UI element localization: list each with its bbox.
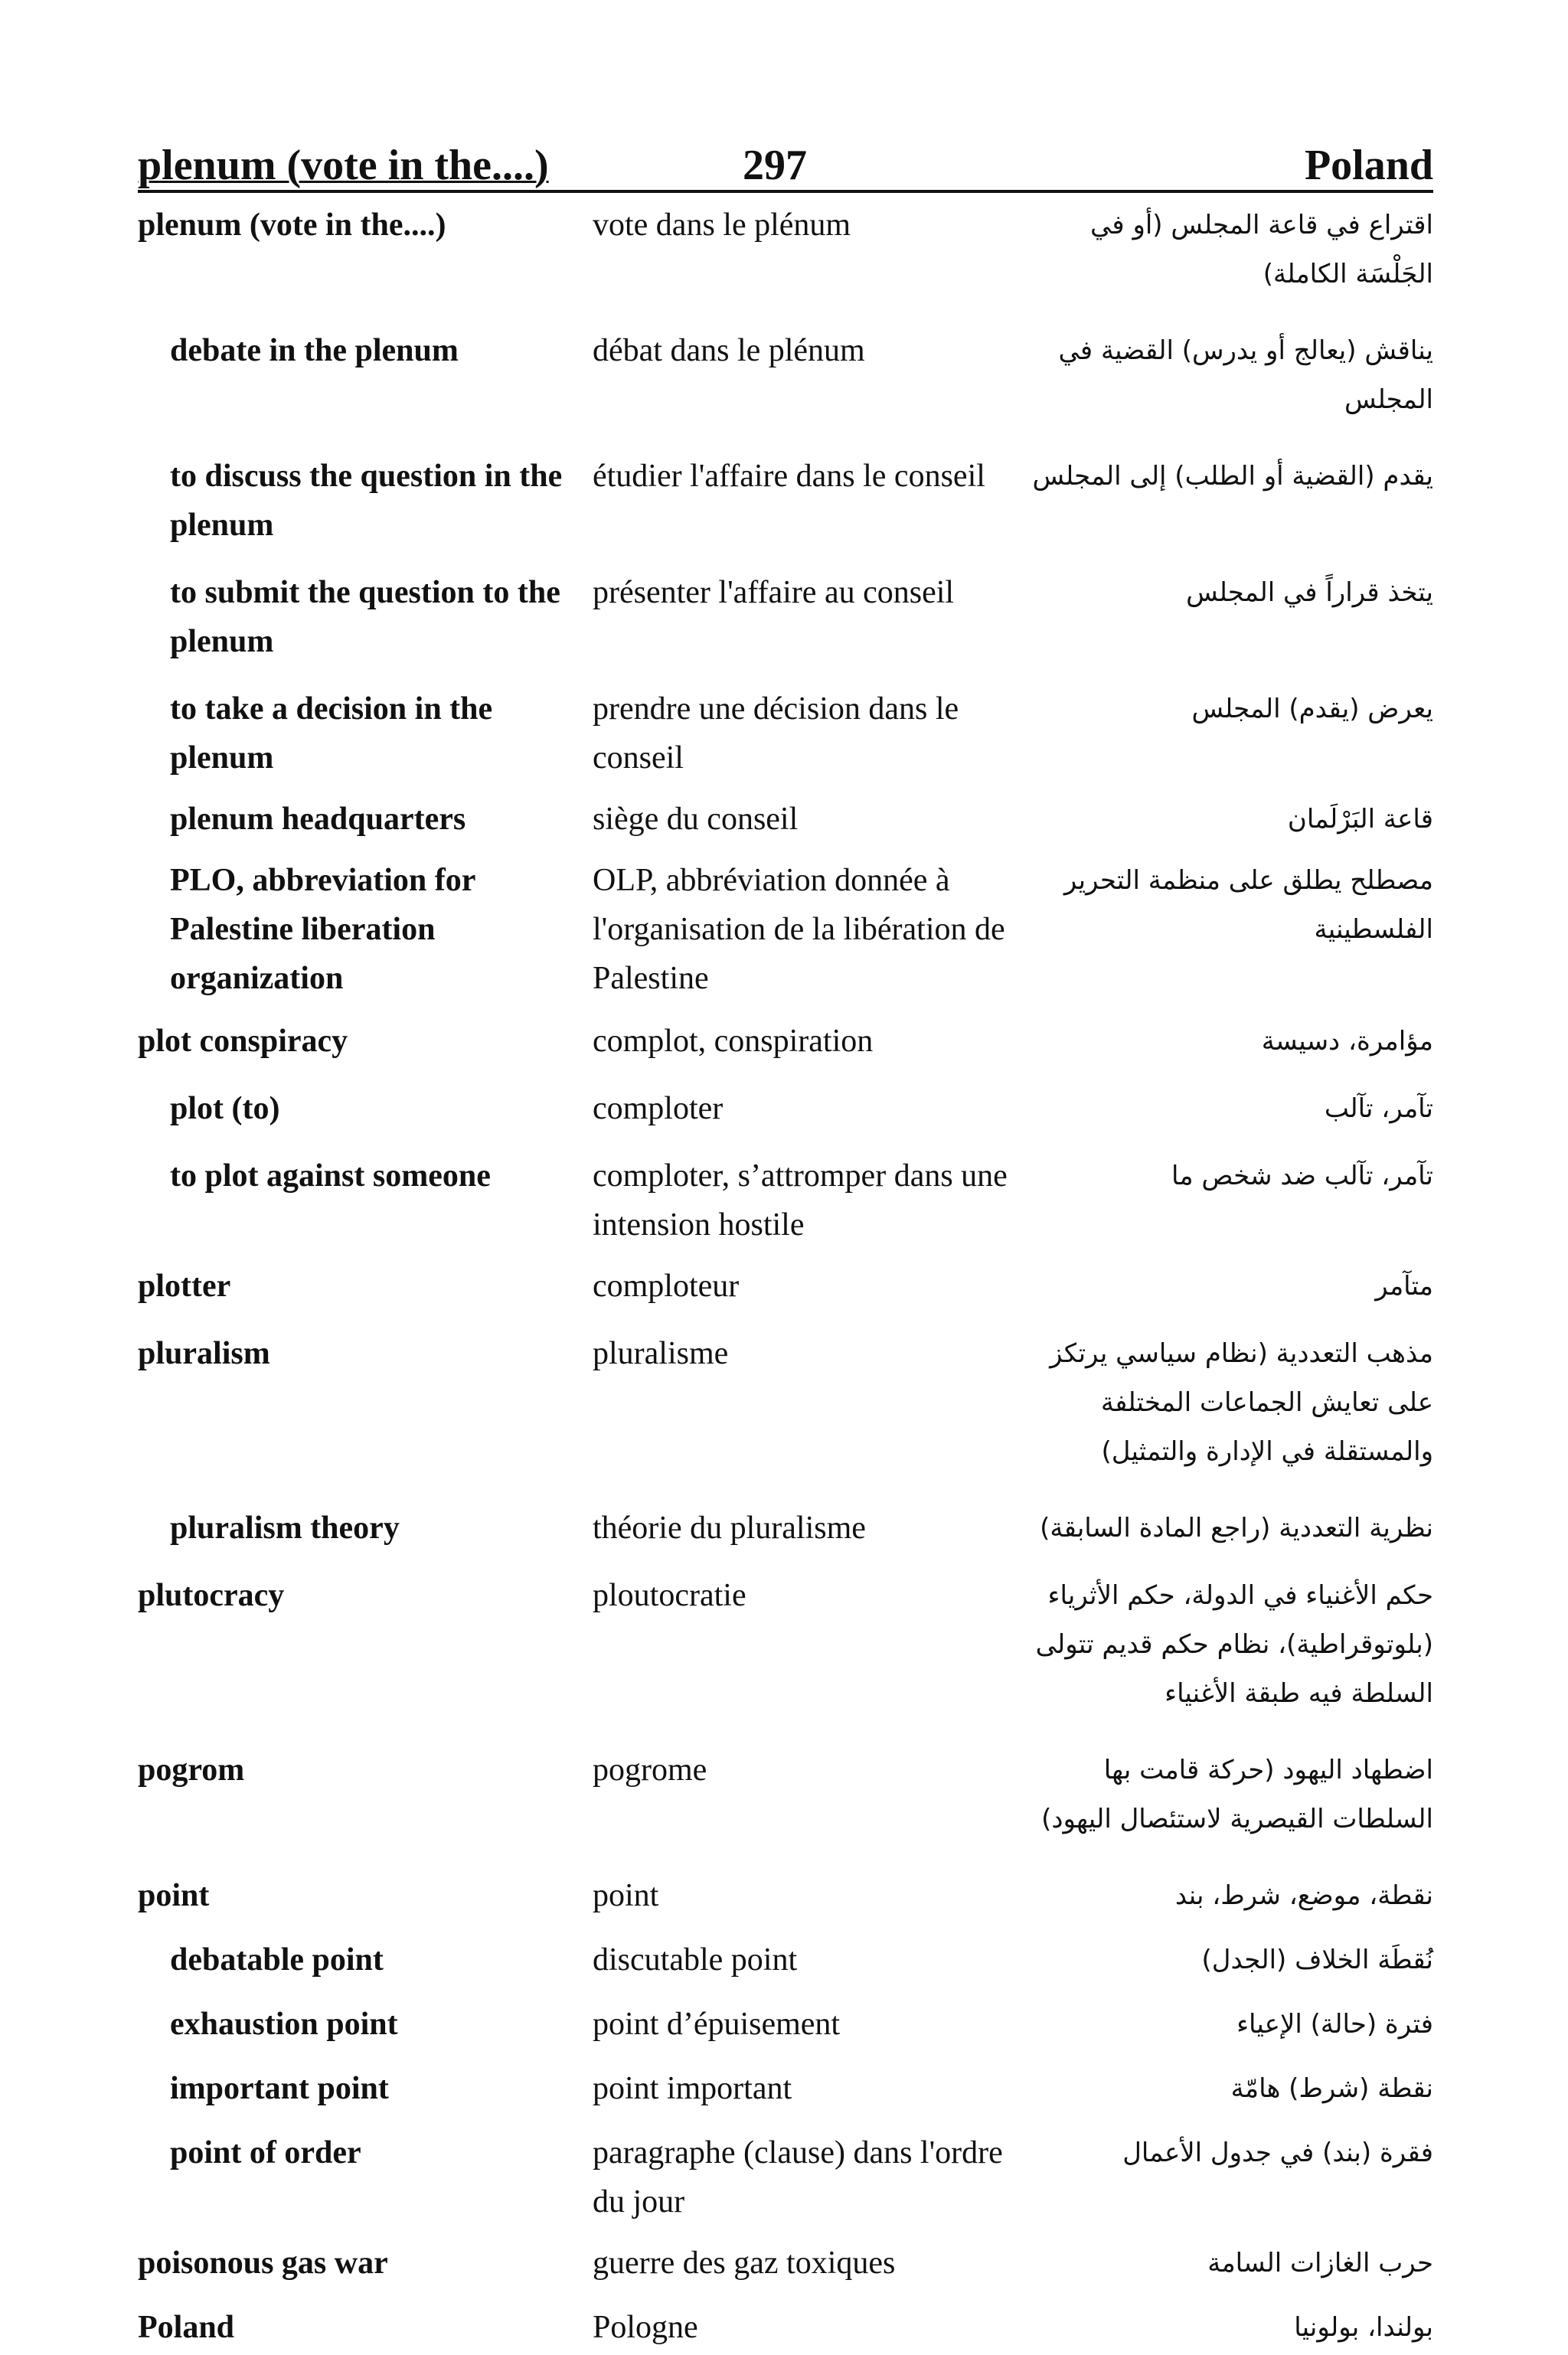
- entry-arabic-translation: تآمر، تآلب ضد شخص ما: [1171, 1161, 1433, 1191]
- dictionary-entry: [138, 1259, 1433, 1314]
- entry-french-translation: complot, conspiration: [593, 1024, 874, 1059]
- entry-english-term: to take a decision in the plenum: [170, 691, 493, 776]
- entry-english-term: plenum (vote in the....): [138, 207, 446, 243]
- dictionary-entry: [138, 449, 1433, 553]
- entry-french-translation: guerre des gaz toxiques: [593, 2246, 896, 2281]
- entry-english-term: to plot against someone: [170, 1158, 491, 1194]
- dictionary-entry: [138, 681, 1433, 786]
- entry-french-translation: comploter: [593, 1091, 724, 1126]
- entry-arabic-translation: اقتراع في قاعة المجلس (أو في الجَلْسَة الكاملة): [1090, 210, 1433, 289]
- entry-english-term: pluralism theory: [170, 1511, 400, 1546]
- entry-english-term: to discuss the question in the plenum: [170, 459, 563, 543]
- dictionary-entry: [138, 853, 1433, 1006]
- dictionary-entry: [138, 1326, 1433, 1479]
- entry-english-term: debatable point: [170, 1942, 384, 1978]
- entry-english-term: point: [138, 1878, 210, 1913]
- dictionary-entry: [138, 1568, 1433, 1721]
- entry-arabic-translation: تآمر، تآلب: [1324, 1093, 1433, 1124]
- entry-arabic-translation: يتخذ قراراً في المجلس: [1186, 577, 1433, 608]
- entry-french-translation: débat dans le plénum: [593, 333, 865, 368]
- entry-english-term: plot conspiracy: [138, 1024, 348, 1059]
- entry-french-translation: paragraphe (clause) dans l'ordre du jour: [593, 2135, 1003, 2219]
- entry-english-term: poisonous gas war: [138, 2246, 388, 2281]
- entry-english-term: pluralism: [138, 1336, 270, 1371]
- entry-arabic-translation: يناقش (يعالج أو يدرس) القضية في المجلس: [1058, 335, 1433, 415]
- entry-arabic-translation: نُقطَة الخلاف (الجدل): [1201, 1945, 1433, 1975]
- page-number: 297: [743, 142, 807, 189]
- entry-arabic-translation: فقرة (بند) في جدول الأعمال: [1122, 2138, 1433, 2168]
- entry-french-translation: pogrome: [593, 1752, 707, 1788]
- entry-arabic-translation: يقدم (القضية أو الطلب) إلى المجلس: [1032, 461, 1433, 492]
- entry-english-term: PLO, abbreviation for Palestine liberation organization: [170, 863, 475, 996]
- entry-english-term: important point: [170, 2071, 389, 2106]
- entry-french-translation: OLP, abbréviation donnée à l'organisation de la libération de Palestine: [593, 863, 1005, 996]
- entry-arabic-translation: اضطهاد اليهود (حركة قامت بها السلطات القيصرية لاستئصال اليهود): [1041, 1755, 1433, 1834]
- entry-arabic-translation: مصطلح يطلق على منظمة التحرير الفلسطينية: [1063, 865, 1433, 945]
- entry-english-term: plenum headquarters: [170, 802, 466, 837]
- entry-arabic-translation: فترة (حالة) الإعياء: [1236, 2009, 1433, 2040]
- entry-english-term: Poland: [138, 2310, 235, 2345]
- dictionary-entry: [138, 1148, 1433, 1253]
- entry-french-translation: siège du conseil: [593, 802, 799, 837]
- entry-arabic-translation: قاعة البَرْلَمان: [1287, 804, 1433, 835]
- header-last-entry: Poland: [1304, 142, 1433, 189]
- running-header: [138, 132, 1433, 193]
- entry-french-translation: ploutocratie: [593, 1578, 746, 1613]
- entry-french-translation: théorie du pluralisme: [593, 1511, 866, 1546]
- dictionary-entry: [138, 1932, 1433, 1988]
- dictionary-entry: [138, 2300, 1433, 2355]
- entry-arabic-translation: متآمر: [1375, 1271, 1433, 1302]
- entry-french-translation: point important: [593, 2071, 792, 2106]
- entry-french-translation: étudier l'affaire dans le conseil: [593, 459, 985, 494]
- dictionary-entry: [138, 2061, 1433, 2116]
- entry-english-term: plot (to): [170, 1091, 280, 1126]
- entry-arabic-translation: نظرية التعددية (راجع المادة السابقة): [1040, 1513, 1433, 1543]
- dictionary-entry: [138, 1501, 1433, 1556]
- entry-arabic-translation: حكم الأغنياء في الدولة، حكم الأثرياء (بلوتوقراطية)، نظام حكم قديم تتولى السلطة فيه طبقة الأغنياء: [1035, 1580, 1433, 1709]
- dictionary-entry: [138, 1868, 1433, 1923]
- dictionary-entry: [138, 1743, 1433, 1847]
- entry-french-translation: prendre une décision dans le conseil: [593, 691, 959, 776]
- entry-arabic-translation: نقطة (شرط) هامّة: [1230, 2073, 1433, 2104]
- dictionary-entry: [138, 792, 1433, 847]
- entry-french-translation: présenter l'affaire au conseil: [593, 575, 955, 610]
- entry-french-translation: point: [593, 1878, 659, 1913]
- dictionary-entry: [138, 323, 1433, 427]
- entry-french-translation: pluralisme: [593, 1336, 729, 1371]
- entry-english-term: point of order: [170, 2135, 361, 2170]
- entry-english-term: plotter: [138, 1269, 231, 1304]
- entry-english-term: debate in the plenum: [170, 333, 459, 368]
- entry-french-translation: comploteur: [593, 1269, 740, 1304]
- entry-arabic-translation: بولندا، بولونيا: [1294, 2312, 1433, 2343]
- dictionary-entry: [138, 2236, 1433, 2291]
- dictionary-entries: [138, 198, 1433, 2355]
- entry-arabic-translation: يعرض (يقدم) المجلس: [1191, 694, 1433, 724]
- entry-english-term: to submit the question to the plenum: [170, 575, 560, 659]
- header-first-entry: plenum (vote in the....): [138, 142, 549, 189]
- entry-english-term: plutocracy: [138, 1578, 285, 1613]
- entry-french-translation: discutable point: [593, 1942, 798, 1978]
- dictionary-entry: [138, 1997, 1433, 2052]
- entry-french-translation: point d’épuisement: [593, 2007, 841, 2042]
- entry-french-translation: Pologne: [593, 2310, 698, 2345]
- entry-arabic-translation: مؤامرة، دسيسة: [1261, 1026, 1433, 1057]
- entry-french-translation: vote dans le plénum: [593, 207, 851, 243]
- dictionary-entry: [138, 2125, 1433, 2229]
- entry-english-term: exhaustion point: [170, 2007, 398, 2042]
- dictionary-entry: [138, 198, 1433, 302]
- entry-arabic-translation: حرب الغازات السامة: [1207, 2248, 1433, 2278]
- entry-english-term: pogrom: [138, 1752, 245, 1788]
- entry-arabic-translation: مذهب التعددية (نظام سياسي يرتكز على تعايش الجماعات المختلفة والمستقلة في الإدارة والتمثيل): [1050, 1338, 1433, 1467]
- entry-arabic-translation: نقطة، موضع، شرط، بند: [1174, 1880, 1433, 1911]
- dictionary-entry: [138, 565, 1433, 669]
- dictionary-entry: [138, 1081, 1433, 1136]
- dictionary-entry: [138, 1014, 1433, 1069]
- entry-french-translation: comploter, s’attromper dans une intension hostile: [593, 1158, 1008, 1243]
